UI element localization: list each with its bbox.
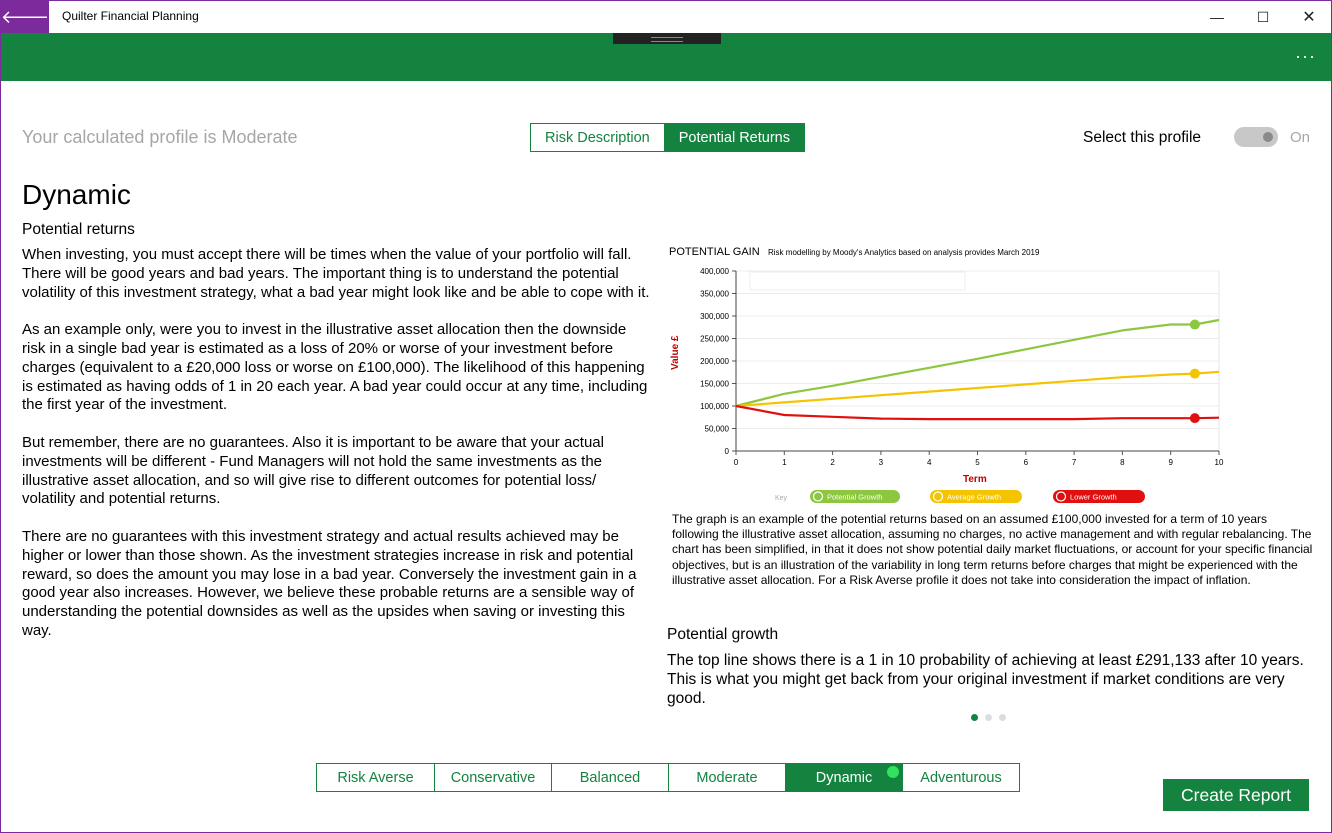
profile-tab-risk-averse[interactable]: Risk Averse [317, 764, 434, 791]
y-tick-label: 250,000 [700, 334, 729, 344]
app-title: Quilter Financial Planning [62, 9, 199, 23]
paragraph: But remember, there are no guarantees. Also it is important to be aware that your actual investments will be different - Fund Managers will not hold the same investments as the illustrative asset allocation, and so will give rise to different outcomes for potential loss/ volatility and potential returns. [22, 433, 604, 508]
series-line [736, 320, 1219, 406]
legend-label: Lower Growth [1070, 492, 1117, 502]
toggle-state-label: On [1290, 129, 1311, 146]
title-bar [1, 1, 1331, 33]
series-marker [1190, 413, 1200, 423]
y-axis-label: Value £ [670, 335, 681, 370]
x-tick-label: 4 [926, 458, 932, 467]
y-tick-label: 200,000 [700, 357, 729, 366]
x-tick-label: 6 [1023, 458, 1029, 467]
y-tick-label: 350,000 [700, 289, 729, 299]
tab-potential-returns[interactable]: Potential Returns [664, 124, 804, 151]
paragraph: When investing, you must accept there will be times when the value of your portfolio will fall. There will be good years and bad years. The important thing is to understand the potential volatility of this investment strategy, what a bad year might look like and be able to cope with it. [22, 246, 650, 301]
series-marker [1190, 369, 1200, 379]
y-tick-label: 100,000 [700, 402, 729, 411]
selected-indicator-icon [887, 766, 899, 778]
chart-description: The graph is an example of the potential returns based on an assumed £100,000 invested for a term of 10 years following the illustrative asset allocation, assuming no charges, no active management and with regular rebalancing. The chart has been simplified, in that it does not show potential daily market fluctuations, or account for your specific financial objectives, but is an illustration of the variability in long term returns before charges that might be experienced with the illustrative asset allocation. For a Risk Averse profile it does not take into consideration the impact of inflation. [672, 512, 1313, 587]
potential-gain-chart [667, 244, 1227, 509]
pager-dot[interactable] [985, 714, 992, 721]
select-profile-toggle[interactable] [1234, 127, 1278, 147]
chart-series [736, 320, 1219, 424]
profile-title: Dynamic [22, 179, 131, 210]
growth-title: Potential growth [667, 626, 779, 643]
pager-dots [971, 714, 1006, 721]
minimize-button[interactable] [1194, 1, 1240, 33]
paragraph: As an example only, were you to invest in the illustrative asset allocation then the downside risk in a single bad year is estimated as a loss of 20% or worse of your investment before charges (equivalent to a £20,000 loss or worse on £100,000). The likelihood of this happening is estimated as having odds of 1 in 20 each year. A bad year could occur at any time, including the first year of the investment. [22, 321, 648, 414]
y-tick-label: 50,000 [704, 424, 729, 434]
y-tick-label: 400,000 [700, 267, 729, 276]
x-tick-label: 2 [830, 458, 835, 467]
profile-tab-conservative[interactable]: Conservative [434, 764, 551, 791]
profile-tab-moderate[interactable]: Moderate [668, 764, 785, 791]
close-icon: ✕ [1302, 9, 1316, 26]
x-tick-label: 9 [1168, 458, 1173, 467]
pager-dot[interactable] [971, 714, 978, 721]
back-button[interactable] [1, 1, 49, 33]
toggle-knob [1263, 132, 1273, 142]
tab-risk-description[interactable]: Risk Description [531, 124, 664, 151]
x-tick-label: 10 [1214, 458, 1224, 467]
chart-grid [700, 267, 1224, 467]
app-header [1, 33, 1331, 81]
x-tick-label: 8 [1120, 458, 1125, 467]
select-profile-label: Select this profile [1083, 129, 1202, 146]
x-axis-label: Term [963, 474, 987, 485]
maximize-button[interactable] [1240, 1, 1286, 33]
profile-tab-balanced[interactable]: Balanced [551, 764, 668, 791]
profile-selector [316, 763, 1020, 792]
minimize-icon: — [1210, 9, 1224, 25]
annotation-box [750, 272, 965, 290]
legend-label: Potential Growth [827, 492, 883, 502]
chart-subtitle: Risk modelling by Moody's Analytics based on analysis provides March 2019 [768, 248, 1040, 257]
legend-label: Average Growth [947, 492, 1002, 502]
more-icon: ··· [1295, 46, 1316, 66]
x-tick-label: 3 [878, 458, 884, 467]
create-report-button[interactable]: Create Report [1163, 779, 1309, 811]
profile-tab-label: Dynamic [815, 769, 873, 786]
x-tick-label: 5 [975, 458, 980, 467]
y-tick-label: 0 [724, 447, 729, 456]
chart-legend [810, 490, 1145, 503]
legend-key-label: Key [775, 495, 788, 502]
drag-handle[interactable] [613, 33, 721, 44]
chart-title: POTENTIAL GAIN [669, 246, 760, 258]
pager-dot[interactable] [999, 714, 1006, 721]
profile-tab-dynamic[interactable] [785, 764, 902, 791]
y-tick-label: 150,000 [700, 379, 729, 389]
calculated-profile-text: Your calculated profile is Moderate [22, 127, 298, 147]
view-toggle [530, 123, 805, 152]
more-options-button[interactable] [1295, 46, 1316, 67]
x-tick-label: 7 [1071, 458, 1077, 467]
series-marker [1190, 320, 1200, 330]
close-button[interactable] [1286, 1, 1332, 33]
x-tick-label: 1 [782, 458, 787, 467]
maximize-icon: ☐ [1256, 8, 1270, 25]
paragraph: There are no guarantees with this investment strategy and actual results achieved may be higher or lower than those shown. As the investment strategies increase in risk and potential reward, so does the amount you may lose in a bad year. Conversely the investment gain in a good year also increases. However, we believe these probable returns are a sensible way of understanding the potential downsides as well as the upsides when saving or investing this way. [22, 527, 637, 639]
y-tick-label: 300,000 [700, 312, 729, 321]
x-tick-label: 0 [733, 458, 739, 467]
section-subtitle: Potential returns [22, 221, 135, 238]
growth-description: The top line shows there is a 1 in 10 probability of achieving at least £291,133 after 10 years. This is what you might get back from your original investment if market conditions are very good. [667, 652, 1304, 707]
series-line [736, 406, 1219, 419]
description-text [22, 246, 652, 660]
back-arrow-icon: 🡐 [0, 6, 50, 27]
profile-tab-adventurous[interactable]: Adventurous [902, 764, 1019, 791]
chart-svg [667, 244, 1227, 509]
